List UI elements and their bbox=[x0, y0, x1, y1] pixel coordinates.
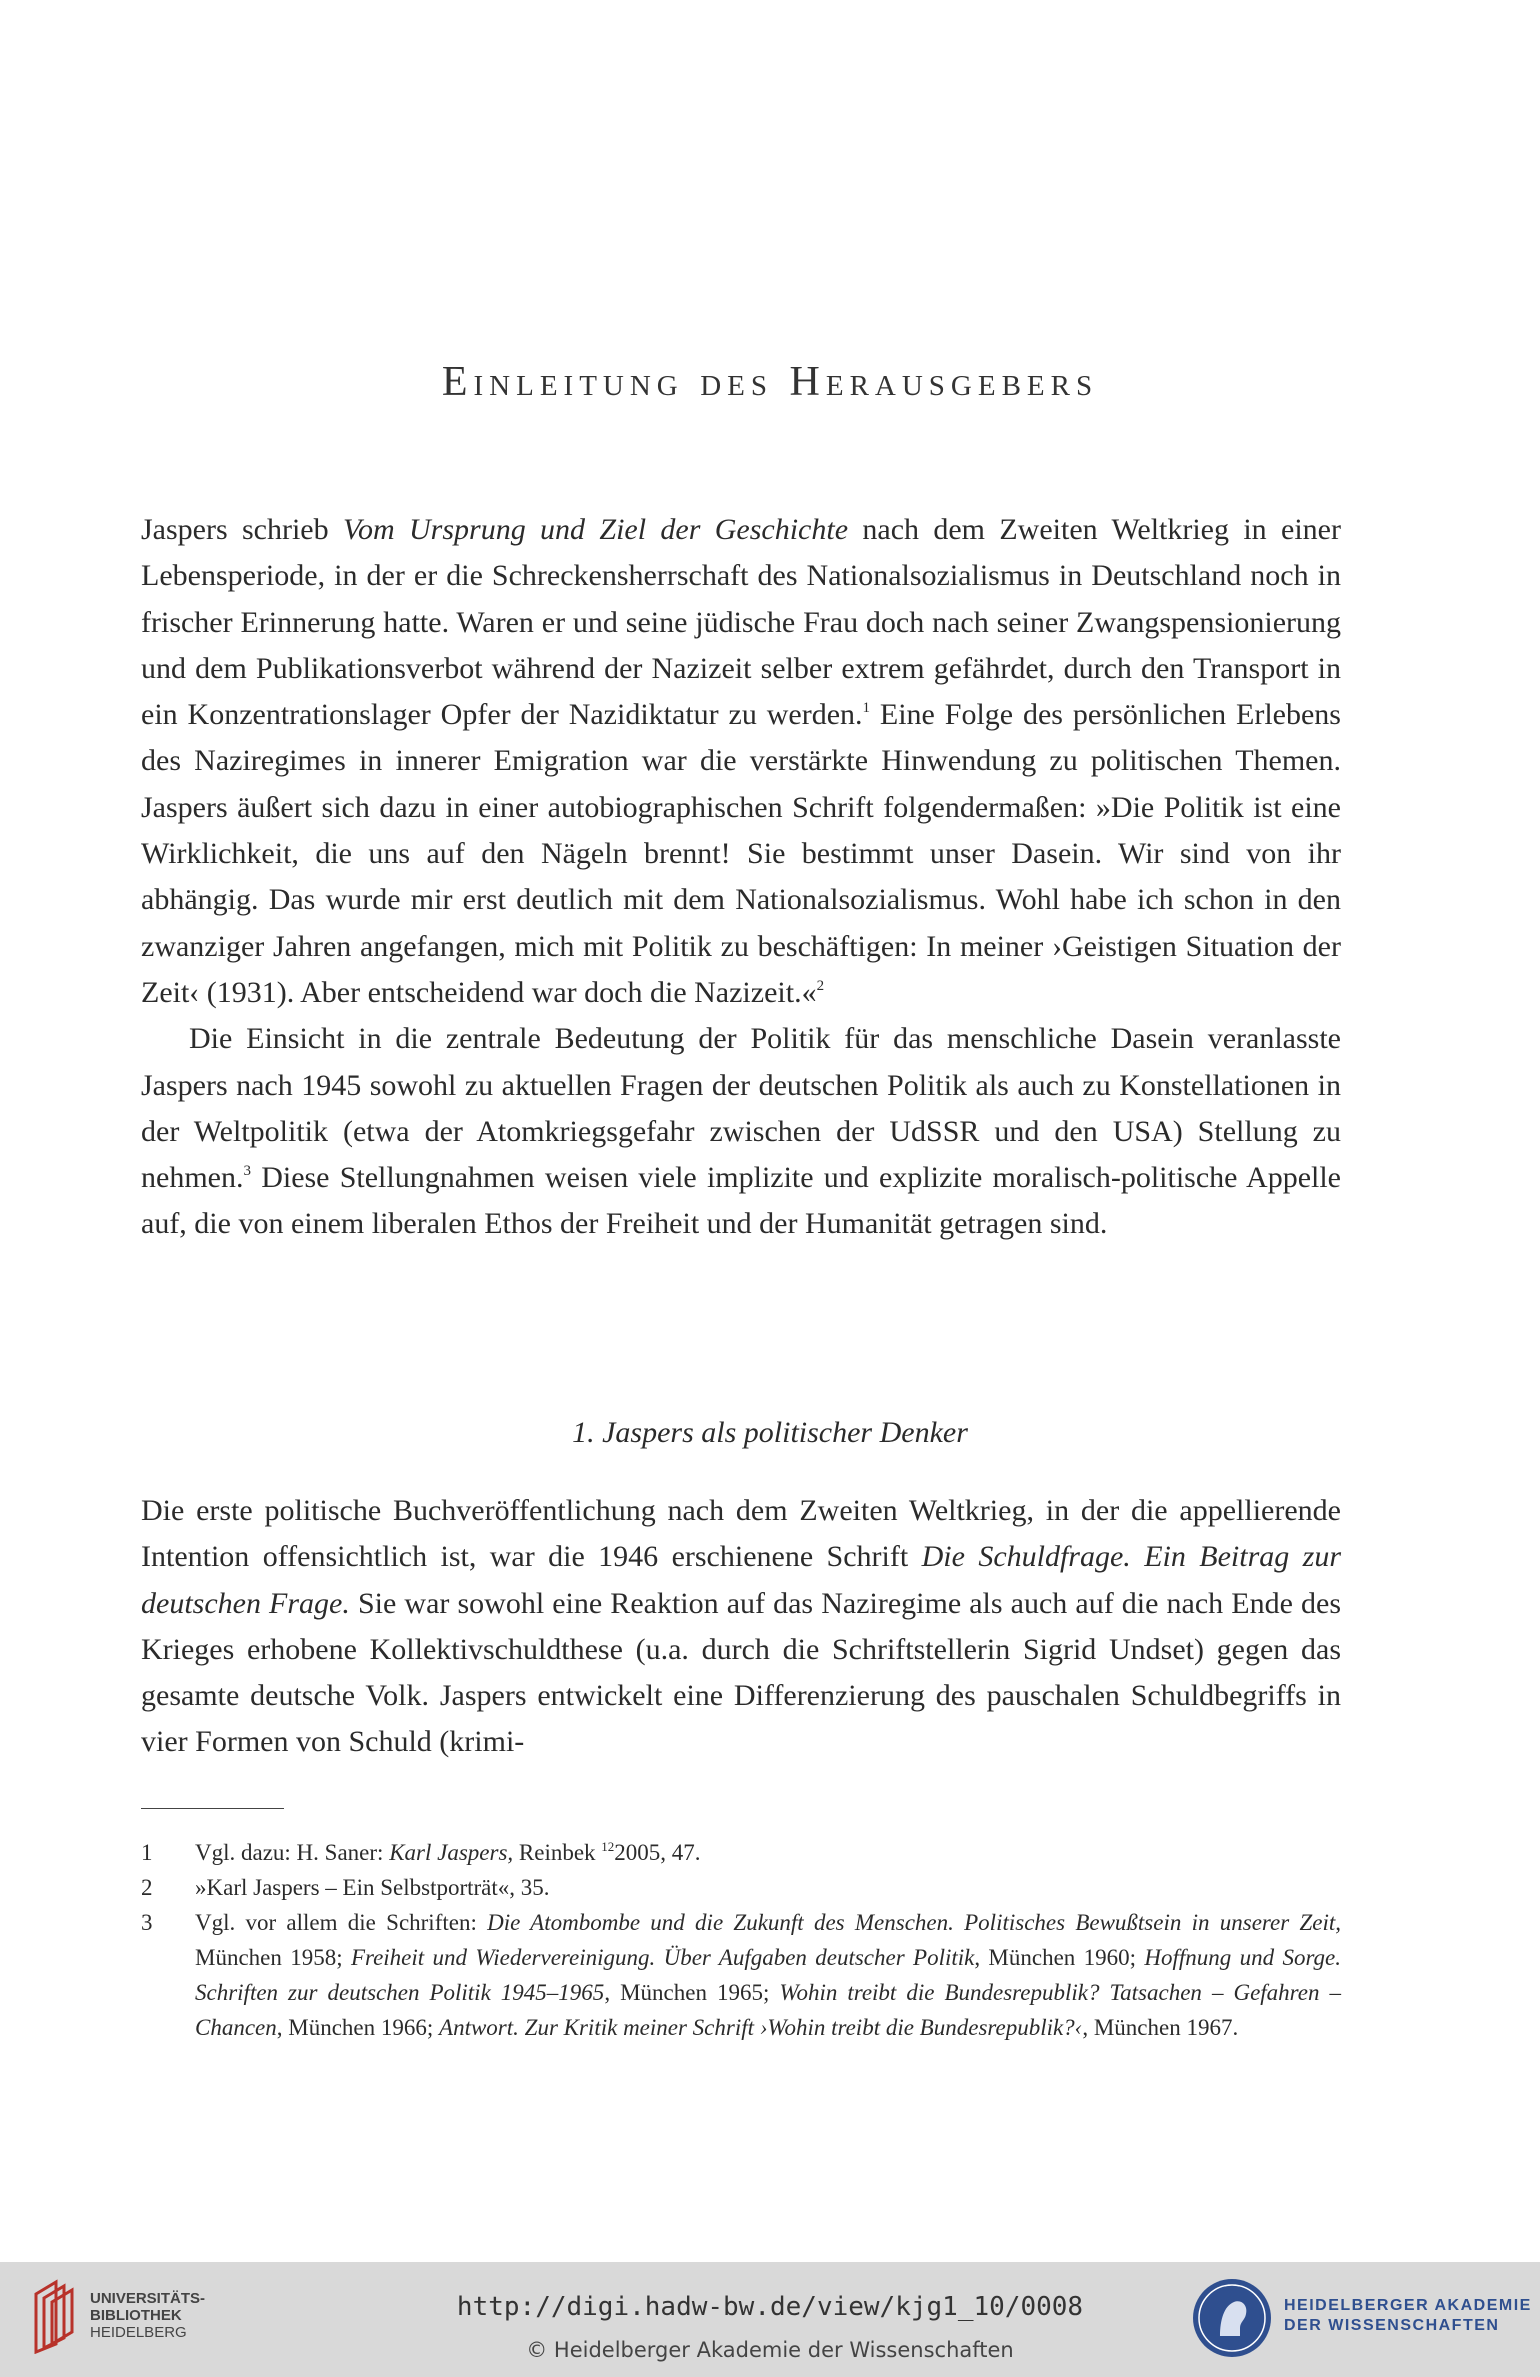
footnote-ref-3[interactable]: 3 bbox=[243, 1163, 251, 1180]
work-title: Vom Ursprung und Ziel der Geschichte bbox=[342, 513, 849, 546]
footnote-ref-1[interactable]: 1 bbox=[862, 700, 871, 717]
footnote-number: 3 bbox=[141, 1910, 153, 1935]
footnote-ref-2[interactable]: 2 bbox=[816, 977, 825, 994]
footnotes bbox=[141, 1835, 1341, 2045]
university-library-name[interactable]: UNIVERSITÄTS- BIBLIOTHEK HEIDELBERG bbox=[90, 2290, 206, 2341]
footnote-number: 1 bbox=[141, 1840, 153, 1865]
footnote-text: Vgl. dazu: H. Saner: Karl Jaspers, Reinbek $^{12}$2005, 47. bbox=[195, 1839, 701, 1865]
edition-number: 12 bbox=[601, 1839, 615, 1854]
section-heading: 1. Jaspers als politischer Denker bbox=[572, 1416, 968, 1449]
footnote-text: Vgl. vor allem die Schriften: Die Atombombe und die Zukunft des Menschen. Politisches Bewußtsein in unserer Zeit, München 1958; Freiheit und Wiedervereinigung. Über Aufgaben deutscher Politik, München 1960; Hoffnung und Sorge. Schriften zur deutschen Politik 1945–1965, München 1965; Wohin treibt die Bundesrepublik? Tatsachen – Gefahren – Chancen, München 1966; Antwort. Zur Kritik meiner Schrift ›Wohin treibt die Bundesrepublik?‹, München 1967. bbox=[195, 1910, 1341, 2040]
permalink-url[interactable]: http://digi.hadw-bw.de/view/kjg1_10/0008 bbox=[456, 2292, 1084, 2322]
footnote-1 bbox=[141, 1835, 1341, 1870]
section-paragraph: Die erste politische Buchveröffentlichung nach dem Zweiten Weltkrieg, in der die appellierende Intention offensichtlich ist, war die 1946 erschienene Schrift Die Schuldfrage. Ein Beitrag zur deutschen Frage. Sie war sowohl eine Reaktion auf das Naziregime als auch auf die nach Ende des Krieges erhobene Kollektivschuldthese (u.a. durch die Schriftstellerin Sigrid Undset) gegen das gesamte deutsche Volk. Jaspers entwickelt eine Differenzierung des pauschalen Schuldbegriffs in vier Formen von Schuld (krimi- bbox=[141, 1494, 1341, 1759]
footnote-text: »Karl Jaspers – Ein Selbstporträt«, 35. bbox=[195, 1875, 550, 1900]
page-title: Einleitung des Herausgebers bbox=[441, 359, 1099, 405]
intro-text bbox=[141, 507, 1341, 1248]
academy-seal-icon[interactable] bbox=[1190, 2276, 1274, 2360]
viewer-footer bbox=[0, 2262, 1540, 2377]
intro-paragraph-2: Die Einsicht in die zentrale Bedeutung der Politik für das menschliche Dasein veranlasste Jaspers nach 1945 sowohl zu aktuellen Fragen der deutschen Politik als auch zu Konstellationen in der Weltpolitik (etwa der Atomkriegsgefahr zwischen der UdSSR und den USA) Stellung zu nehmen.$^3$ Diese Stellungnahmen weisen viele implizite und explizite moralisch-politische Appelle auf, die von einem liberalen Ethos der Freiheit und der Humanität getragen sind. bbox=[141, 1022, 1341, 1241]
footnote-divider bbox=[141, 1808, 284, 1809]
footnote-3 bbox=[141, 1905, 1341, 2045]
section-1-text bbox=[141, 1488, 1341, 1766]
footnote-number: 2 bbox=[141, 1875, 153, 1900]
work-title: Die Schuldfrage. Ein Beitrag zur deutschen Frage. bbox=[141, 1540, 1341, 1620]
intro-paragraph-1: Jaspers schrieb Vom Ursprung und Ziel der Geschichte nach dem Zweiten Weltkrieg in einer Lebensperiode, in der er die Schreckensherrschaft des Nationalsozialismus in Deutschland noch in frischer Erinnerung hatte. Waren er und seine jüdische Frau doch nach seiner Zwangspensionierung und dem Publikationsverbot während der Nazizeit selber extrem gefährdet, durch den Transport in ein Konzentrationslager Opfer der Nazidiktatur zu werden.$^1$ Eine Folge des persönlichen Erlebens des Naziregimes in innerer Emigration war die verstärkte Hinwendung zu politischen Themen. Jaspers äußert sich dazu in einer autobiographischen Schrift folgendermaßen: »Die Politik ist eine Wirklichkeit, die uns auf den Nägeln brennt! Sie bestimmt unser Dasein. Wir sind von ihr abhängig. Das wurde mir erst deutlich mit dem Nationalsozialismus. Wohl habe ich schon in den zwanziger Jahren angefangen, mich mit Politik zu beschäftigen: In meiner ›Geistigen Situation der Zeit‹ (1931). Aber entscheidend war doch die Nazizeit.«$^2$ bbox=[141, 513, 1341, 1009]
footnote-2 bbox=[141, 1870, 1341, 1905]
academy-name[interactable]: HEIDELBERGER AKADEMIE DER WISSENSCHAFTEN bbox=[1284, 2297, 1532, 2334]
copyright-notice: © Heidelberger Akademie der Wissenschaften bbox=[526, 2338, 1014, 2362]
